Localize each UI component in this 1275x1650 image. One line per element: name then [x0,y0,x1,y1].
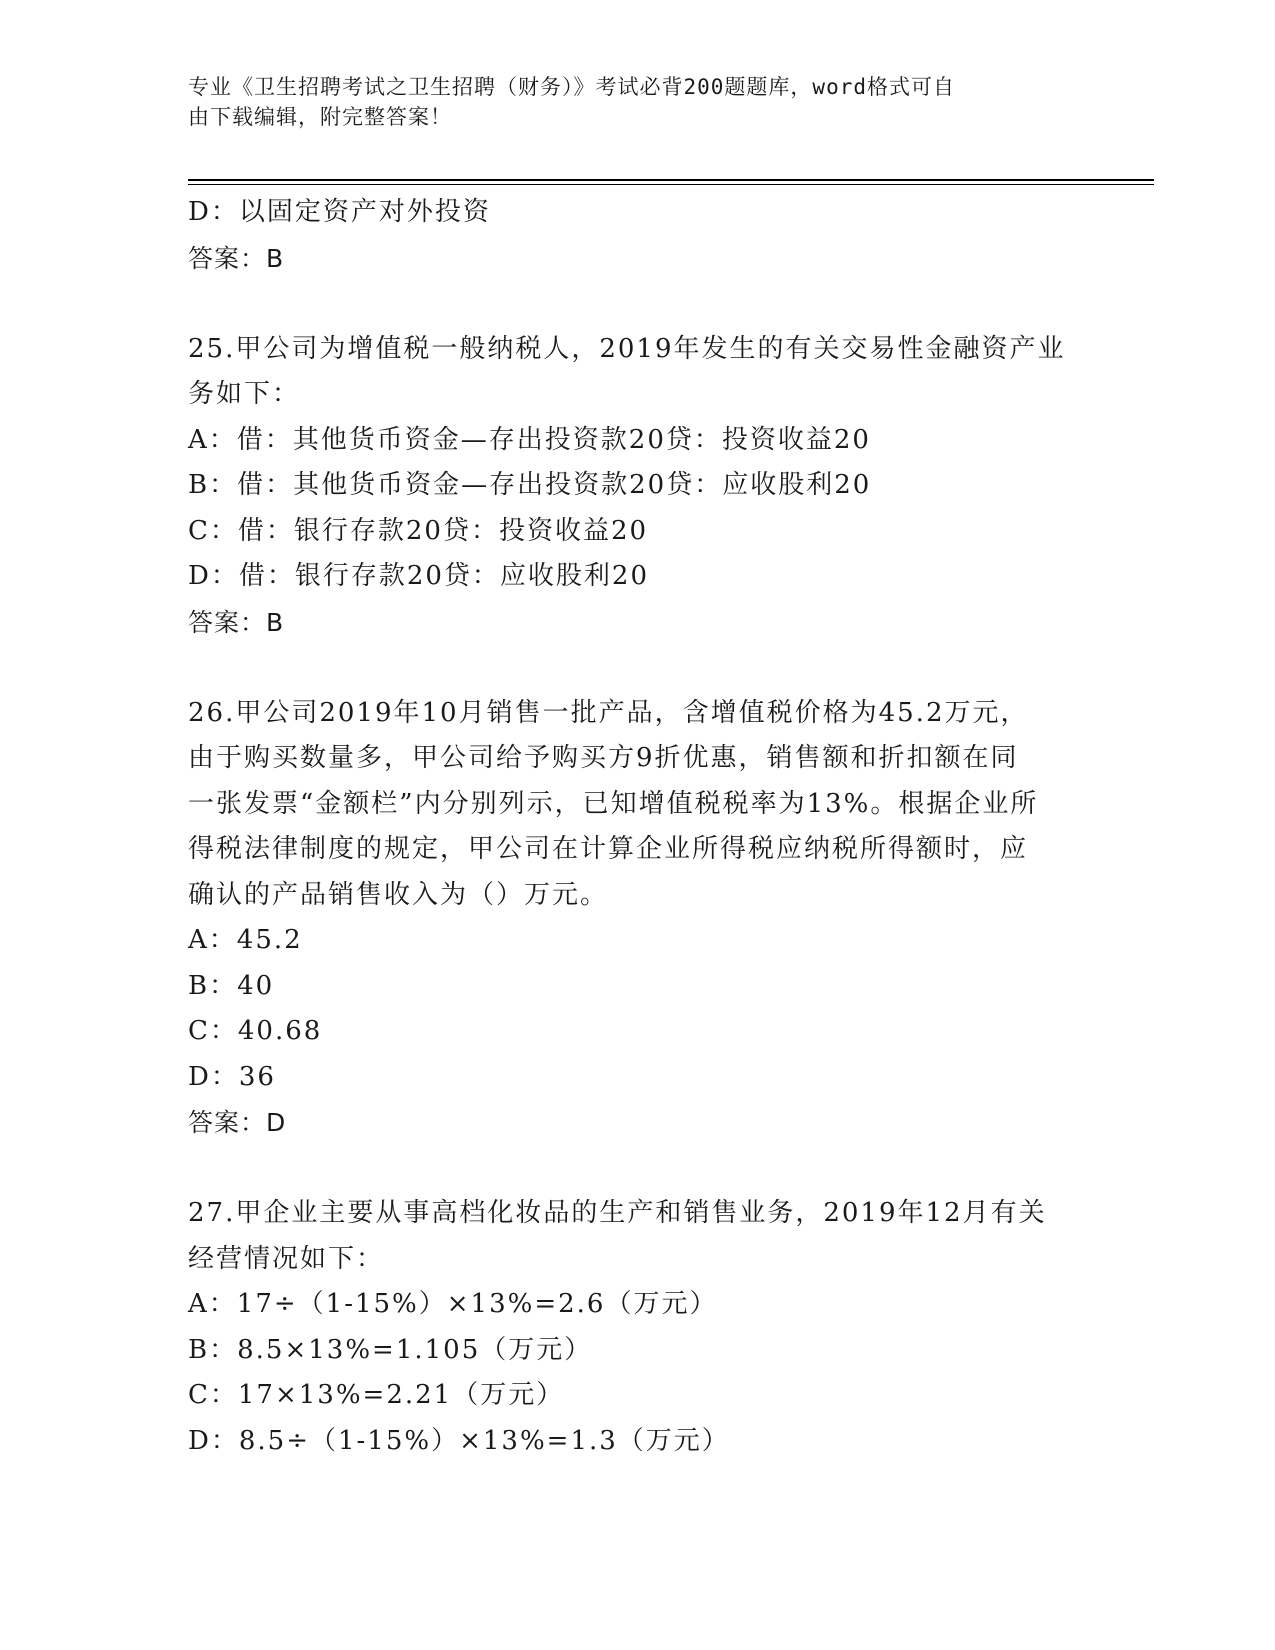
q25-option-b: B：借：其他货币资金—存出投资款20贷：应收股利20 [188,470,872,500]
q27-option-c: C：17×13%=2.21（万元） [188,1380,565,1410]
q26-stem-line-4: 得税法律制度的规定，甲公司在计算企业所得税应纳税所得额时，应 [188,834,1029,864]
q25-option-d: D：借：银行存款20贷：应收股利20 [188,561,650,591]
question-27 [188,1191,1088,1464]
header-rule-thick [188,179,1154,181]
q26-stem-line-3: 一张发票“金额栏”内分别列示，已知增值税税率为13%。根据企业所 [188,788,1039,819]
q26-option-a: A：45.2 [188,925,303,955]
question-25 [188,327,1088,646]
q26-stem-line-1: 26.甲公司2019年10月销售一批产品，含增值税价格为45.2万元， [188,697,1029,728]
spacer [188,1146,1088,1192]
q27-stem-line-1: 27.甲企业主要从事高档化妆品的生产和销售业务，2019年12月有关 [188,1198,1047,1228]
q26-option-d: D：36 [188,1061,276,1092]
spacer [188,645,1088,691]
q25-option-c: C：借：银行存款20贷：投资收益20 [188,515,649,546]
q27-option-b: B：8.5×13%=1.105（万元） [188,1334,593,1365]
q27-option-d: D：8.5÷（1-15%）×13%=1.3（万元） [188,1425,730,1456]
prev-option-d: D：以固定资产对外投资 [188,197,491,227]
q26-stem-line-5: 确认的产品销售收入为（）万元。 [188,879,609,910]
spacer [188,281,1088,327]
q26-answer: 答案：D [188,1108,287,1137]
header-rule-thin [188,184,1154,185]
q25-answer: 答案：B [188,607,285,637]
q25-stem-line-1: 25.甲公司为增值税一般纳税人，2019年发生的有关交易性金融资产业 [188,333,1066,364]
header-line-2: 由下载编辑，附完整答案！ [188,105,452,129]
q26-option-c: C：40.68 [188,1016,323,1046]
q25-option-a: A：借：其他货币资金—存出投资款20贷：投资收益20 [188,424,871,455]
q26-option-b: B：40 [188,970,275,1001]
question-26 [188,691,1088,1146]
document-body [188,190,1088,1464]
prev-answer: 答案：B [188,243,285,273]
q26-stem-line-2: 由于购买数量多，甲公司给予购买方9折优惠，销售额和折扣额在同 [188,743,1019,773]
q27-stem-line-2: 经营情况如下： [188,1243,385,1274]
q25-stem-line-2: 务如下： [188,379,301,409]
document-header [188,72,1068,132]
q27-option-a: A：17÷（1-15%）×13%=2.6（万元） [188,1289,718,1319]
header-line-1: 专业《卫生招聘考试之卫生招聘（财务）》考试必背200题题库，word格式可自 [188,75,955,99]
